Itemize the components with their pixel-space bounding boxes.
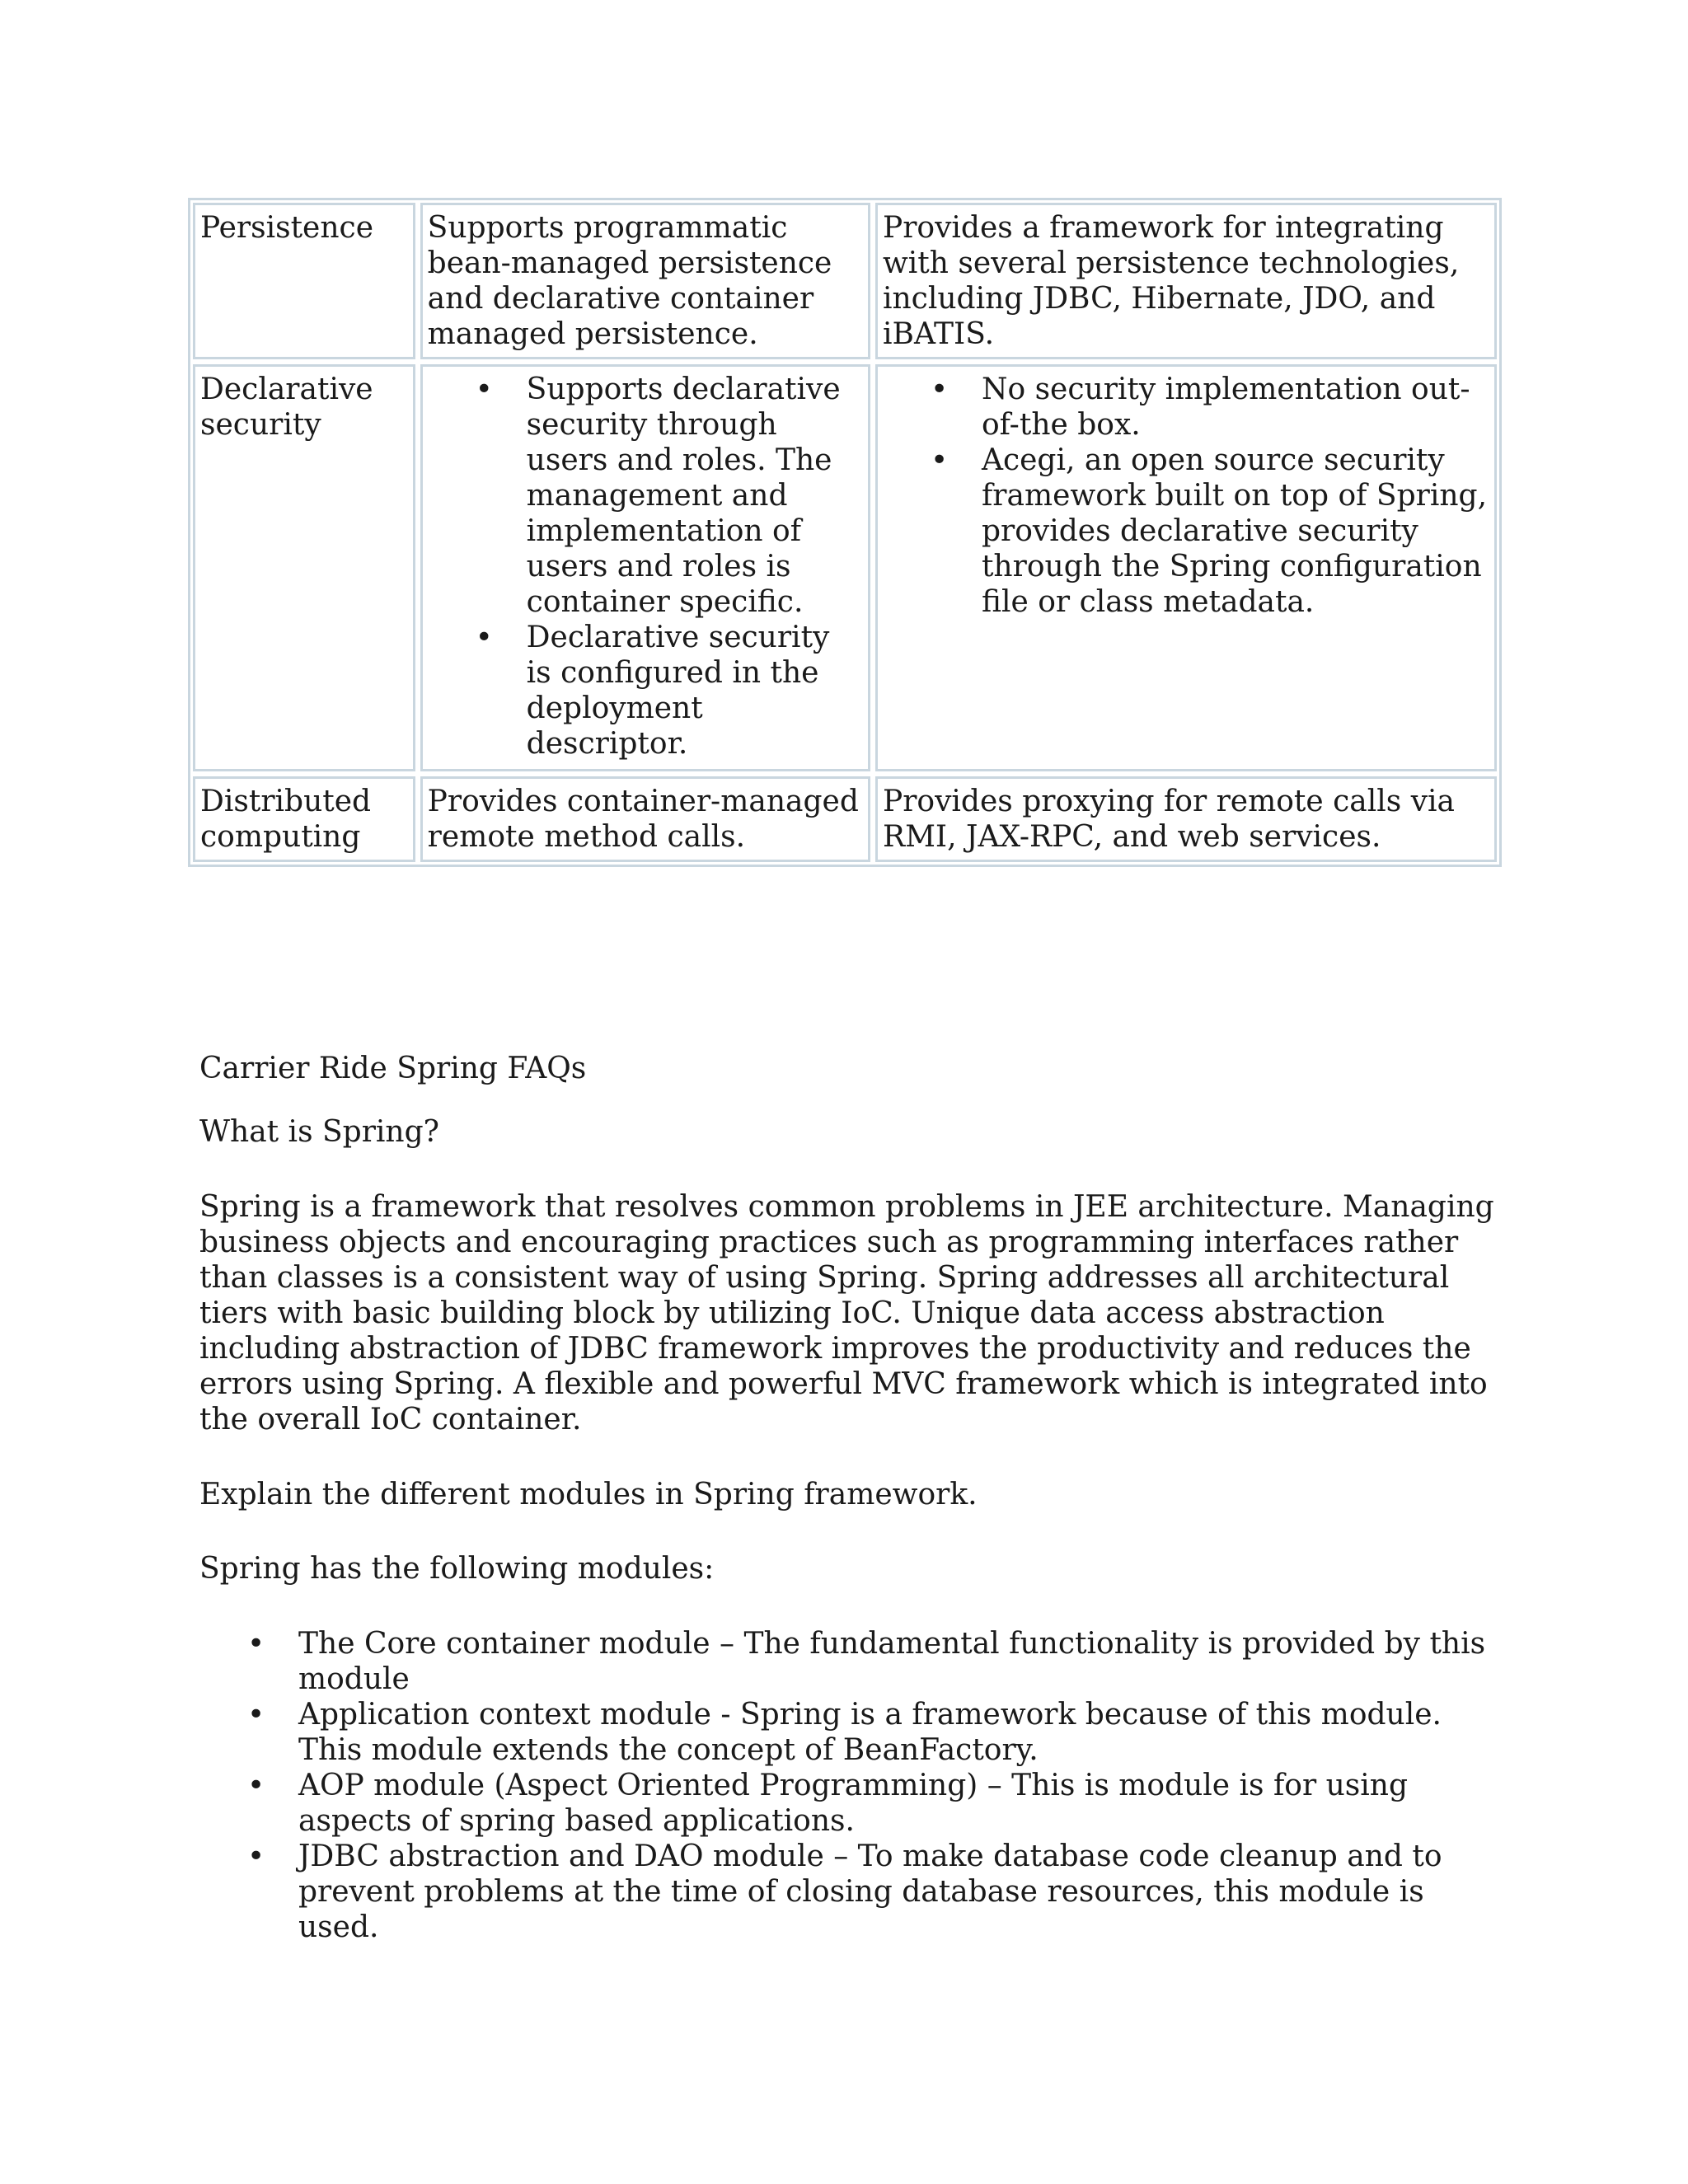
spring-security-list bbox=[883, 372, 1489, 620]
comparison-table bbox=[188, 198, 1502, 867]
row-label-cell: Persistence bbox=[193, 203, 415, 359]
modules-list bbox=[199, 1626, 1502, 1945]
spring-cell: Provides proxying for remote calls via RMI, JAX-RPC, and web services. bbox=[875, 776, 1497, 862]
answer-paragraph: Spring is a framework that resolves common problems in JEE architecture. Managing business objects and encouraging practices such as programming interfaces rather than classes is a consistent way of using Spring. Spring addresses all architectural tiers with basic building block by utilizing IoC. Unique data access abstraction including abstraction of JDBC framework improves the productivity and reduces the errors using Spring. A flexible and powerful MVC framework which is integrated into the overall IoC container. bbox=[199, 1190, 1494, 1436]
ejb-cell: Supports programmatic bean-managed persistence and declarative container managed persistence. bbox=[420, 203, 870, 359]
list-item: • No security implementation out-of-the box. bbox=[982, 372, 1489, 443]
list-item: • JDBC abstraction and DAO module – To make database code cleanup and to prevent problems at the time of closing database resources, this module is used. bbox=[298, 1839, 1502, 1945]
spring-cell bbox=[875, 364, 1497, 771]
answer-intro: Spring has the following modules: bbox=[199, 1552, 715, 1586]
list-item: • AOP module (Aspect Oriented Programming) – This is module is for using aspects of spring based applications. bbox=[298, 1768, 1502, 1839]
table-row bbox=[193, 203, 1497, 359]
ejb-cell: Provides container-managed remote method calls. bbox=[420, 776, 870, 862]
ejb-cell bbox=[420, 364, 870, 771]
list-item: • Supports declarative security through users and roles. The management and implementation of users and roles is container specific. bbox=[527, 372, 863, 620]
row-label-cell: Declarative security bbox=[193, 364, 415, 771]
spring-cell: Provides a framework for integrating with several persistence technologies, including JDBC, Hibernate, JDO, and iBATIS. bbox=[875, 203, 1497, 359]
question-heading: What is Spring? bbox=[199, 1115, 439, 1149]
question-heading: Explain the different modules in Spring framework. bbox=[199, 1478, 978, 1511]
list-item: • Declarative security is configured in the deployment descriptor. bbox=[527, 620, 863, 762]
list-item: • Application context module - Spring is a framework because of this module. This module extends the concept of BeanFactory. bbox=[298, 1697, 1502, 1768]
row-label-cell: Distributed computing bbox=[193, 776, 415, 862]
list-item: • Acegi, an open source security framework built on top of Spring, provides declarative security through the Spring configuration file or class metadata. bbox=[982, 443, 1489, 620]
faq-title: Carrier Ride Spring FAQs bbox=[199, 1052, 587, 1085]
list-item: • The Core container module – The fundamental functionality is provided by this module bbox=[298, 1626, 1502, 1697]
table-row bbox=[193, 364, 1497, 771]
ejb-security-list bbox=[428, 372, 863, 762]
table-row bbox=[193, 776, 1497, 862]
